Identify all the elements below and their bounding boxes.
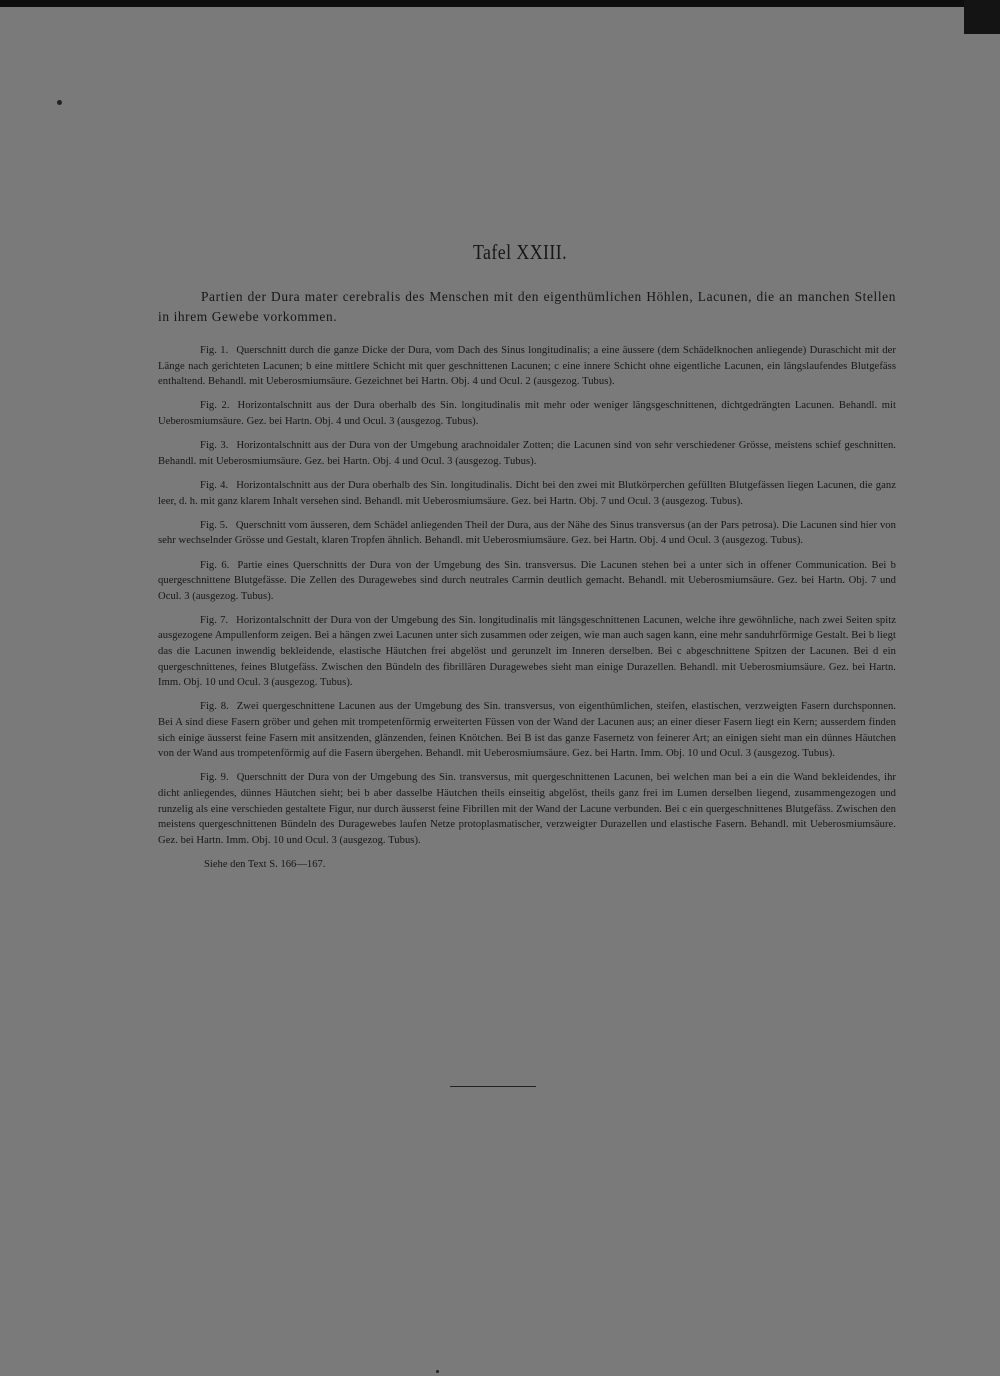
figure-caption [158, 558, 896, 605]
dust-speck [57, 100, 62, 105]
plate-description [158, 287, 896, 873]
figure-text: Horizontalschnitt der Dura von der Umgebung des Sin. longitudinalis mit längsgeschnittenen Lacunen, welche ihre gewöhnliche, nach zwei Seiten spitz ausgezogene Ampullenform zeigen. Bei a hängen zwei Lacunen unter sich zusammen oder zeigen, wie man auch sagen kann, eine mehr sanduhrförmige Gestalt. Bei b liegt das die Lacunen inwendig bekleidende, elastische Häutchen frei abgelöst und gerunzelt im Inneren derselben. Bei c abgeschnittene Spitzen der Lacunen. Bei d ein quergeschnittenes, feines Blutgefäss. Zwischen den Bündeln des fibrillären Duragewebes sieht man einige Durazellen. Behandl. mit Ueberosmiumsäure. Gez. bei Hartn. Imm. Obj. 10 und Ocul. 3 (ausgezog. Tubus). [158, 614, 896, 689]
figure-label: Fig. 5. [200, 519, 228, 531]
plate-title: Tafel XXIII. [472, 240, 568, 264]
figure-text: Querschnitt vom äusseren, dem Schädel anliegenden Theil der Dura, aus der Nähe des Sinus transversus (an der Pars petrosa). Die Lacunen sind hier von sehr wechselnder Grösse und Gestalt, klaren Tropfen ähnlich. Behandl. mit Ueberosmiumsäure. Gez. bei Hartn. Obj. 4 und Ocul. 3 (ausgezog. Tubus). [158, 519, 896, 547]
figure-caption [158, 398, 896, 429]
figure-label: Fig. 4. [200, 479, 229, 491]
page-reference: Siehe den Text S. 166—167. [204, 858, 326, 870]
figure-label: Fig. 7. [200, 614, 229, 626]
figure-label: Fig. 1. [200, 345, 229, 356]
scan-top-edge [0, 0, 1000, 7]
scan-corner-shadow [964, 0, 1000, 34]
figure-caption [158, 343, 896, 390]
figure-label: Fig. 6. [200, 559, 230, 571]
figure-caption [158, 478, 896, 509]
figure-label: Fig. 3. [200, 440, 229, 452]
intro-paragraph: Partien der Dura mater cerebralis des Menschen mit den eigenthümlichen Höhlen, Lacunen, die an manchen Stellen in ihrem Gewebe vorkommen. [158, 289, 896, 324]
figure-caption [158, 699, 896, 761]
figure-caption [158, 438, 896, 469]
figure-label: Fig. 9. [200, 772, 229, 784]
figure-caption [158, 518, 896, 549]
figure-text: Horizontalschnitt aus der Dura oberhalb des Sin. longitudinalis. Dicht bei den zwei mit Blutkörperchen gefüllten Blutgefässen liegen Lacunen, die ganz leer, d. h. mit ganz klarem Inhalt versehen sind. Behandl. mit Ueberosmiumsäure. Gez. bei Hartn. Obj. 7 und Ocul. 3 (ausgezog. Tubus). [158, 479, 896, 507]
figure-text: Horizontalschnitt aus der Dura oberhalb des Sin. longitudinalis mit mehr oder weniger längsgeschnittenen, dichtgedrängten Lacunen. Behandl. mit Ueberosmiumsäure. Gez. bei Hartn. Obj. 4 und Ocul. 3 (ausgezog. Tubus). [158, 400, 896, 427]
figure-label: Fig. 8. [200, 701, 229, 713]
figure-text: Querschnitt durch die ganze Dicke der Dura, vom Dach des Sinus longitudinalis; a eine äussere (dem Schädelknochen anliegende) Duraschicht mit der Länge nach gerichteten Lacunen; b eine mittlere Schicht mit quer geschnittenen Lacunen; c eine innere Schicht ohne eigentliche Lacunen, ein längslaufendes Blutgefäss enthaltend. Behandl. mit Ueberosmiumsäure. Gezeichnet bei Hartn. Obj. 4 und Ocul. 2 (ausgezog. Tubus). [158, 345, 896, 388]
figure-text: Horizontalschnitt aus der Dura von der Umgebung arachnoidaler Zotten; die Lacunen sind von sehr verschiedener Grösse, meistens schief geschnitten. Behandl. mit Ueberosmiumsäure. Gez. bei Hartn. Obj. 4 und Ocul. 3 (ausgezog. Tubus). [158, 440, 896, 467]
figure-text: Zwei quergeschnittene Lacunen aus der Umgebung des Sin. transversus, von eigenthümlichen, steifen, elastischen, verzweigten Fasern durchsponnen. Bei A sind diese Fasern gröber und gehen mit trompetenförmig erweiterten Füssen von der Wand der Lacunen aus; an einer dieser Fasern liegt ein Kern; ausserdem finden sich einige äusserst feine Fasern mit ansitzenden, glänzenden, feinen Knötchen. Bei B ist das ganze Fasernetz von feinerer Art; an einigen sieht man ein dünnes Häutchen von der Wand aus trompetenförmig auf die Fasern übergehen. Behandl. mit Ueberosmiumsäure. Gez. bei Hartn. Imm. Obj. 10 und Ocul. 3 (ausgezog. Tubus). [158, 701, 896, 760]
figure-label: Fig. 2. [200, 400, 230, 412]
figure-text: Querschnitt der Dura von der Umgebung des Sin. transversus, mit quergeschnittenen Lacunen, bei welchen man bei a ein die Wand bekleidendes, ihr dicht anliegendes, dünnes Häutchen sieht; bei b aber dasselbe Häutchen theils einseitig abgelöst, theils ganz frei im Lumen derselben liegend, zusammengezogen und runzelig als eine verschieden gestaltete Figur, nur durch äusserst feine Fibrillen mit der Wand der Lacune verbunden. Bei c ein quergeschnittenes Blutgefäss. Zwischen den meistens quergeschnittenen Bündeln des Duragewebes laufen Netze protoplasmatischer, verzweigter Durazellen und elastische Fasern. Behandl. mit Ueberosmiumsäure. Gez. bei Hartn. Imm. Obj. 10 und Ocul. 3 (ausgezog. Tubus). [158, 772, 896, 846]
figure-text: Partie eines Querschnitts der Dura von der Umgebung des Sin. transversus. Die Lacunen stehen bei a unter sich in offener Communication. Bei b quergeschnittene Blutgefässe. Die Zellen des Duragewebes sind durch neutrales Carmin deutlich gemacht. Behandl. mit Ueberosmiumsäure. Gez. bei Hartn. Obj. 7 und Ocul. 3 (ausgezog. Tubus). [158, 559, 896, 602]
dust-speck [436, 1370, 439, 1373]
figure-caption [158, 613, 896, 691]
figure-caption [158, 770, 896, 848]
closing-rule [450, 1086, 536, 1087]
